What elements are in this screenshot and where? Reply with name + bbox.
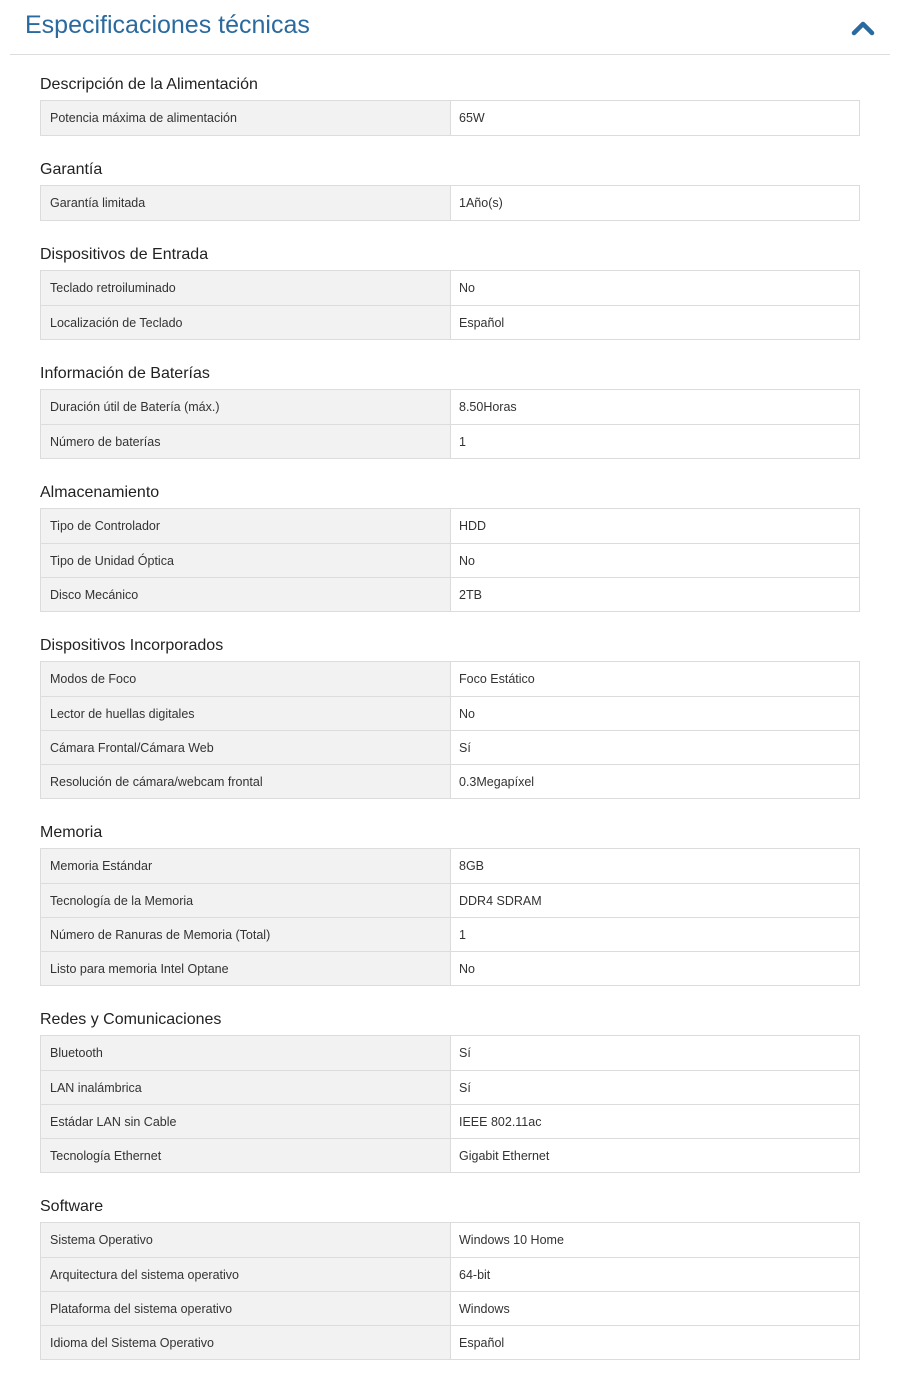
spec-value: HDD: [451, 509, 859, 543]
spec-value: Sí: [451, 1071, 859, 1104]
specs-header: [10, 0, 890, 55]
spec-label: Número de Ranuras de Memoria (Total): [41, 918, 451, 951]
spec-value: 0.3Megapíxel: [451, 765, 859, 798]
spec-value: 65W: [451, 101, 859, 135]
table-row: [41, 1223, 859, 1257]
spec-value: Windows 10 Home: [451, 1223, 859, 1257]
table-row: [41, 849, 859, 883]
spec-label: Plataforma del sistema operativo: [41, 1292, 451, 1325]
section-title: Garantía: [40, 161, 103, 178]
section-title: Memoria: [40, 824, 103, 841]
spec-label: Resolución de cámara/webcam frontal: [41, 765, 451, 798]
spec-value: 2TB: [451, 578, 859, 611]
page-title: Especificaciones técnicas: [25, 11, 310, 39]
spec-table: [40, 1035, 860, 1173]
table-row: [41, 1104, 859, 1138]
spec-value: 1: [451, 918, 859, 951]
table-row: [41, 1138, 859, 1172]
spec-table: [40, 270, 860, 340]
spec-value: Sí: [451, 1036, 859, 1070]
table-row: [41, 390, 859, 424]
spec-table: [40, 508, 860, 612]
table-row: [41, 543, 859, 577]
spec-label: Tipo de Controlador: [41, 509, 451, 543]
spec-value: No: [451, 952, 859, 985]
spec-table: [40, 661, 860, 799]
spec-table: [40, 389, 860, 459]
spec-label: LAN inalámbrica: [41, 1071, 451, 1104]
table-row: [41, 1291, 859, 1325]
spec-value: 1: [451, 425, 859, 458]
table-row: [41, 730, 859, 764]
spec-table: [40, 100, 860, 136]
table-row: [41, 951, 859, 985]
spec-value: Gigabit Ethernet: [451, 1139, 859, 1172]
spec-label: Localización de Teclado: [41, 306, 451, 339]
spec-label: Potencia máxima de alimentación: [41, 101, 451, 135]
table-row: [41, 696, 859, 730]
spec-value: IEEE 802.11ac: [451, 1105, 859, 1138]
section-title: Dispositivos de Entrada: [40, 246, 209, 263]
spec-value: Español: [451, 306, 859, 339]
table-row: [41, 424, 859, 458]
spec-value: Español: [451, 1326, 859, 1359]
table-row: [41, 186, 859, 220]
table-row: [41, 764, 859, 798]
section-title: Software: [40, 1198, 104, 1215]
spec-label: Teclado retroiluminado: [41, 271, 451, 305]
spec-label: Tecnología de la Memoria: [41, 884, 451, 917]
specs-content: [40, 70, 860, 1379]
spec-label: Número de baterías: [41, 425, 451, 458]
table-row: [41, 1257, 859, 1291]
spec-label: Estádar LAN sin Cable: [41, 1105, 451, 1138]
table-row: [41, 1325, 859, 1359]
section-title: Redes y Comunicaciones: [40, 1011, 222, 1028]
spec-label: Arquitectura del sistema operativo: [41, 1258, 451, 1291]
table-row: [41, 271, 859, 305]
spec-table: [40, 1222, 860, 1360]
spec-value: No: [451, 697, 859, 730]
spec-label: Memoria Estándar: [41, 849, 451, 883]
spec-value: No: [451, 544, 859, 577]
spec-label: Cámara Frontal/Cámara Web: [41, 731, 451, 764]
spec-label: Listo para memoria Intel Optane: [41, 952, 451, 985]
table-row: [41, 509, 859, 543]
spec-table: [40, 848, 860, 986]
collapse-button[interactable]: [850, 15, 876, 41]
spec-value: Windows: [451, 1292, 859, 1325]
spec-value: Sí: [451, 731, 859, 764]
spec-value: DDR4 SDRAM: [451, 884, 859, 917]
table-row: [41, 1036, 859, 1070]
table-row: [41, 305, 859, 339]
spec-value: No: [451, 271, 859, 305]
table-row: [41, 662, 859, 696]
section-title: Información de Baterías: [40, 365, 210, 382]
spec-label: Tecnología Ethernet: [41, 1139, 451, 1172]
spec-table: [40, 185, 860, 221]
spec-label: Duración útil de Batería (máx.): [41, 390, 451, 424]
table-row: [41, 577, 859, 611]
spec-value: 8.50Horas: [451, 390, 859, 424]
table-row: [41, 1070, 859, 1104]
spec-label: Idioma del Sistema Operativo: [41, 1326, 451, 1359]
spec-label: Tipo de Unidad Óptica: [41, 544, 451, 577]
spec-label: Sistema Operativo: [41, 1223, 451, 1257]
spec-value: 64-bit: [451, 1258, 859, 1291]
spec-label: Modos de Foco: [41, 662, 451, 696]
spec-label: Disco Mecánico: [41, 578, 451, 611]
spec-value: 8GB: [451, 849, 859, 883]
spec-value: 1Año(s): [451, 186, 859, 220]
section-title: Descripción de la Alimentación: [40, 76, 258, 93]
table-row: [41, 101, 859, 135]
spec-value: Foco Estático: [451, 662, 859, 696]
section-title: Dispositivos Incorporados: [40, 637, 224, 654]
chevron-up-icon: [850, 15, 876, 41]
spec-label: Garantía limitada: [41, 186, 451, 220]
table-row: [41, 883, 859, 917]
section-title: Almacenamiento: [40, 484, 160, 501]
spec-label: Bluetooth: [41, 1036, 451, 1070]
table-row: [41, 917, 859, 951]
spec-label: Lector de huellas digitales: [41, 697, 451, 730]
